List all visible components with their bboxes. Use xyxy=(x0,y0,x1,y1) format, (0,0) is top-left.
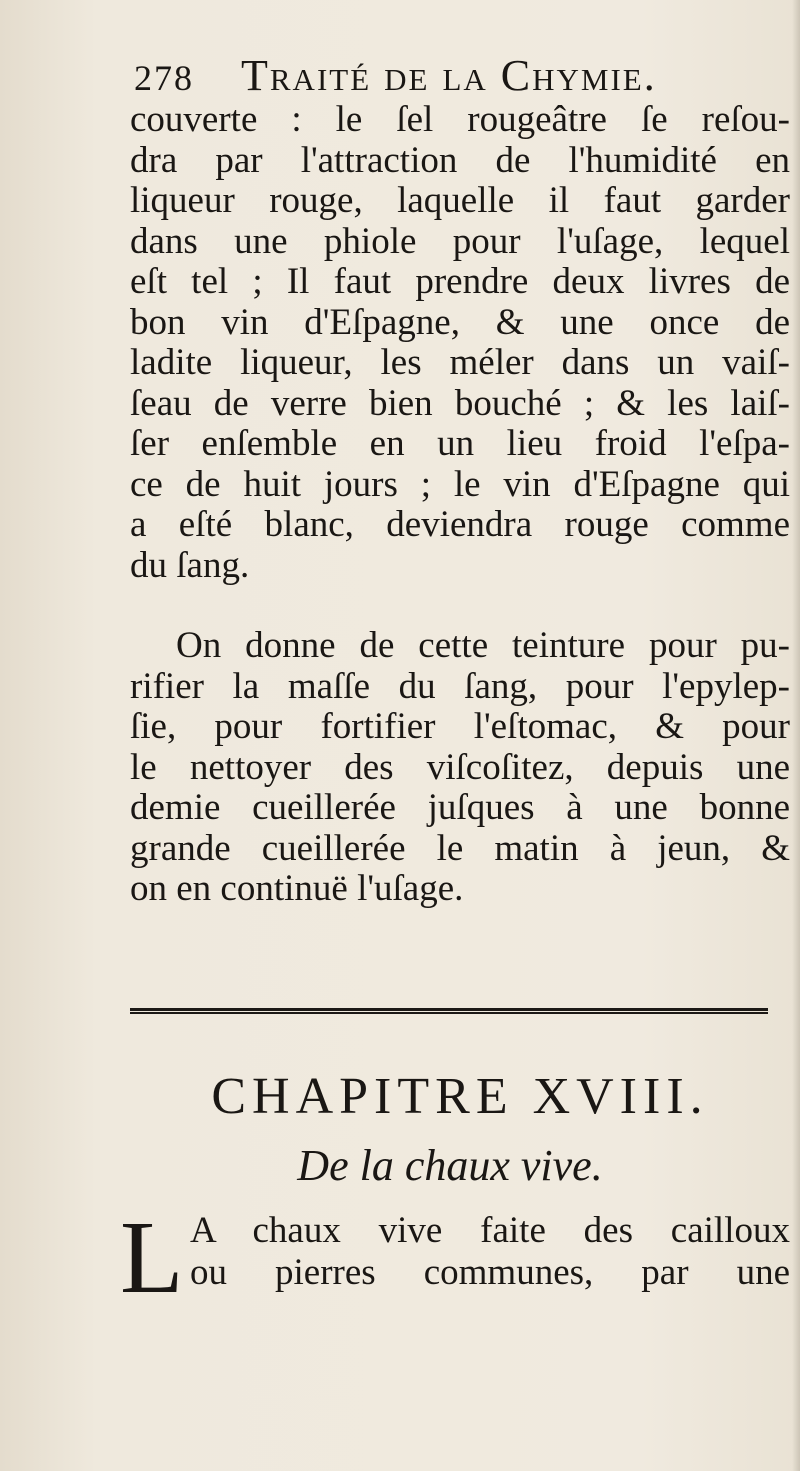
chapter-subtitle: De la chaux vive. xyxy=(297,1141,603,1190)
text-line: couverte : le ſel rougeâtre ſe reſou- xyxy=(130,100,790,140)
text-line: le nettoyer des viſcoſitez, depuis une xyxy=(130,746,790,788)
text-line: A chaux vive faite des cailloux xyxy=(190,1210,790,1251)
paragraph-continuation xyxy=(130,100,790,586)
paragraph-usage xyxy=(130,626,790,910)
text-line: ſie, pour fortifier l'eſtomac, & pour xyxy=(130,706,790,747)
text-line: du ſang. xyxy=(130,544,250,586)
drop-cap-initial: L xyxy=(120,1200,184,1315)
text-line: ladite liqueur, les méler dans un vaiſ- xyxy=(130,342,790,383)
running-head xyxy=(134,48,774,104)
text-line: grande cueillerée le matin à jeun, & xyxy=(130,827,790,869)
text-line: liqueur rouge, laquelle il faut garder xyxy=(130,180,790,221)
text-line: On donne de cette teinture pour pu- xyxy=(176,626,790,666)
text-line: ou pierres communes, par une xyxy=(190,1252,790,1293)
page-number: 278 xyxy=(134,58,194,98)
text-line: ce de huit jours ; le vin d'Eſpagne qui xyxy=(130,463,790,505)
text-line: a eſté blanc, deviendra rouge comme xyxy=(130,504,790,545)
text-line: bon vin d'Eſpagne, & une once de xyxy=(130,301,790,343)
text-line: on en continuë l'uſage. xyxy=(130,868,464,909)
page-edge-shadow xyxy=(792,0,800,1471)
paragraph-chapter-opening xyxy=(190,1210,790,1294)
text-line: eſt tel ; Il faut prendre deux livres de xyxy=(130,261,790,302)
text-line: rifier la maſſe du ſang, pour l'epylep- xyxy=(130,665,790,707)
text-line: dra par l'attraction de l'humidité en xyxy=(130,139,790,181)
running-title: Traité de la Chymie. xyxy=(241,51,657,100)
text-line: dans une phiole pour l'uſage, lequel xyxy=(130,220,790,262)
text-line: demie cueillerée juſques à une bonne xyxy=(130,787,790,828)
text-line: ſer enſemble en un lieu froid l'eſpa- xyxy=(130,423,790,464)
section-divider-rule xyxy=(130,1008,768,1014)
text-line: ſeau de verre bien bouché ; & les laiſ- xyxy=(130,382,790,424)
chapter-heading: CHAPITRE XVIII. xyxy=(211,1068,709,1125)
